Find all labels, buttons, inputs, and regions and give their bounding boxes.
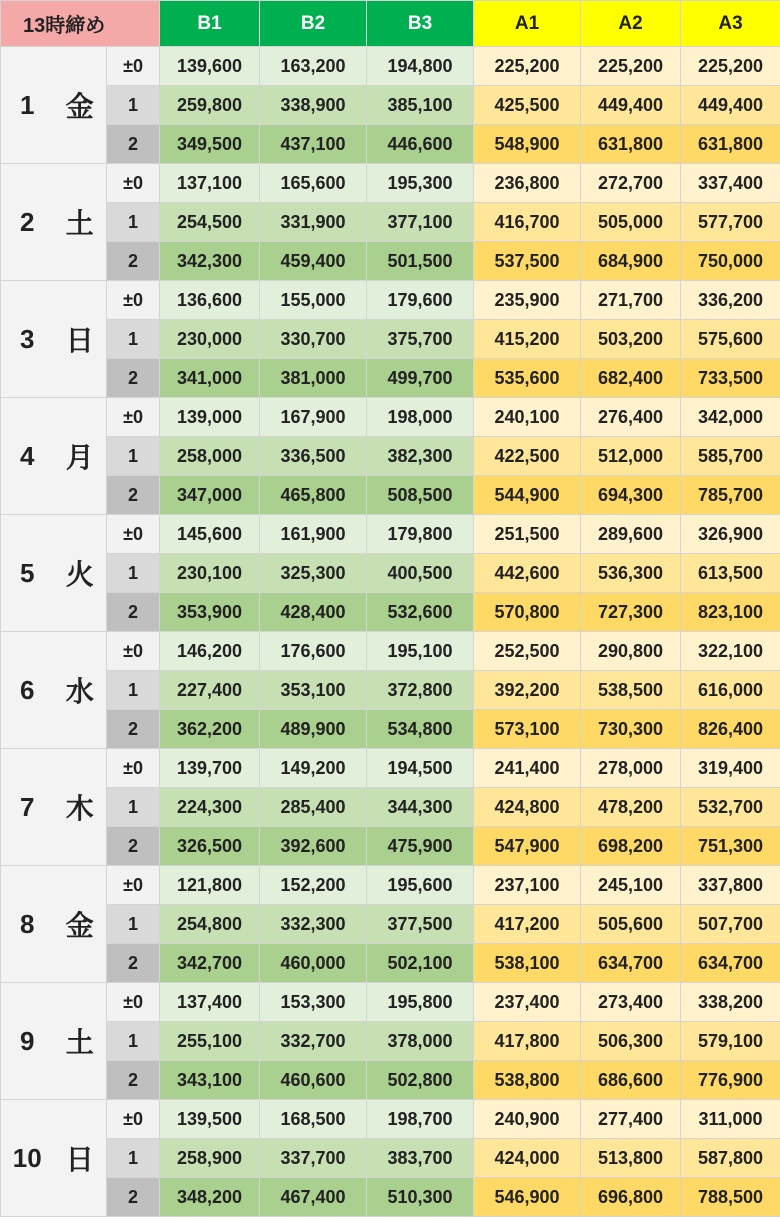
- cell-b1: 254,500: [160, 203, 260, 242]
- column-header-b1: B1: [160, 1, 260, 47]
- cell-a2: 271,700: [581, 281, 681, 320]
- cell-a1: 237,400: [474, 983, 581, 1022]
- row-label: ±0: [107, 866, 160, 905]
- cell-a1: 538,100: [474, 944, 581, 983]
- cell-a2: 682,400: [581, 359, 681, 398]
- row-label: 1: [107, 788, 160, 827]
- row-label: 2: [107, 242, 160, 281]
- cell-a2: 506,300: [581, 1022, 681, 1061]
- cell-b1: 139,500: [160, 1100, 260, 1139]
- cell-a3: 449,400: [681, 86, 780, 125]
- table-row: [1, 827, 780, 866]
- cell-a1: 417,200: [474, 905, 581, 944]
- cell-b3: 377,500: [367, 905, 474, 944]
- cell-a2: 505,600: [581, 905, 681, 944]
- cell-a3: 751,300: [681, 827, 780, 866]
- cell-a3: 311,000: [681, 1100, 780, 1139]
- table-row: [1, 710, 780, 749]
- table-row: [1, 476, 780, 515]
- cell-a3: 337,400: [681, 164, 780, 203]
- row-label: 1: [107, 905, 160, 944]
- table-row: [1, 242, 780, 281]
- cell-a2: 290,800: [581, 632, 681, 671]
- table-row: [1, 437, 780, 476]
- cell-b2: 353,100: [260, 671, 367, 710]
- cell-b3: 382,300: [367, 437, 474, 476]
- row-label: ±0: [107, 515, 160, 554]
- cell-a2: 634,700: [581, 944, 681, 983]
- cell-b2: 325,300: [260, 554, 367, 593]
- table-row: [1, 905, 780, 944]
- row-label: 2: [107, 125, 160, 164]
- cell-a3: 575,600: [681, 320, 780, 359]
- cell-b1: 362,200: [160, 710, 260, 749]
- cell-b2: 465,800: [260, 476, 367, 515]
- cell-a3: 342,000: [681, 398, 780, 437]
- cell-b2: 332,300: [260, 905, 367, 944]
- cell-b1: 224,300: [160, 788, 260, 827]
- cell-a3: 776,900: [681, 1061, 780, 1100]
- weekday-label: 月: [54, 398, 107, 515]
- cell-a2: 538,500: [581, 671, 681, 710]
- cell-b1: 254,800: [160, 905, 260, 944]
- cell-a1: 237,100: [474, 866, 581, 905]
- table-row: [1, 320, 780, 359]
- cell-a2: 503,200: [581, 320, 681, 359]
- cell-b3: 344,300: [367, 788, 474, 827]
- cell-a2: 694,300: [581, 476, 681, 515]
- table-row: [1, 554, 780, 593]
- cell-a1: 547,900: [474, 827, 581, 866]
- cell-b2: 155,000: [260, 281, 367, 320]
- cell-b3: 179,600: [367, 281, 474, 320]
- cell-a3: 577,700: [681, 203, 780, 242]
- table-row: [1, 164, 780, 203]
- cell-b2: 285,400: [260, 788, 367, 827]
- cell-b2: 489,900: [260, 710, 367, 749]
- cell-a2: 245,100: [581, 866, 681, 905]
- day-number: 4: [1, 398, 54, 515]
- cell-a3: 631,800: [681, 125, 780, 164]
- cell-b1: 353,900: [160, 593, 260, 632]
- cell-a3: 507,700: [681, 905, 780, 944]
- cell-b1: 230,100: [160, 554, 260, 593]
- cell-a3: 750,000: [681, 242, 780, 281]
- row-label: ±0: [107, 398, 160, 437]
- table-row: [1, 281, 780, 320]
- row-label: 1: [107, 554, 160, 593]
- day-number: 5: [1, 515, 54, 632]
- cell-b1: 342,700: [160, 944, 260, 983]
- cell-b3: 375,700: [367, 320, 474, 359]
- cell-a2: 225,200: [581, 47, 681, 86]
- cell-a1: 544,900: [474, 476, 581, 515]
- cell-b3: 383,700: [367, 1139, 474, 1178]
- cell-a2: 513,800: [581, 1139, 681, 1178]
- cell-b2: 337,700: [260, 1139, 367, 1178]
- cell-a3: 634,700: [681, 944, 780, 983]
- cell-b2: 460,600: [260, 1061, 367, 1100]
- cell-a2: 696,800: [581, 1178, 681, 1217]
- row-label: 2: [107, 593, 160, 632]
- cell-b3: 378,000: [367, 1022, 474, 1061]
- cell-b3: 502,100: [367, 944, 474, 983]
- cell-a1: 240,900: [474, 1100, 581, 1139]
- cell-b2: 152,200: [260, 866, 367, 905]
- cell-b1: 347,000: [160, 476, 260, 515]
- cell-a2: 449,400: [581, 86, 681, 125]
- cell-b2: 331,900: [260, 203, 367, 242]
- row-label: 2: [107, 944, 160, 983]
- cell-a2: 478,200: [581, 788, 681, 827]
- cell-b1: 137,400: [160, 983, 260, 1022]
- cell-b2: 163,200: [260, 47, 367, 86]
- cell-b1: 139,600: [160, 47, 260, 86]
- row-label: 2: [107, 827, 160, 866]
- table-row: [1, 398, 780, 437]
- cell-b3: 194,800: [367, 47, 474, 86]
- table-row: [1, 593, 780, 632]
- cell-b2: 381,000: [260, 359, 367, 398]
- cell-a3: 579,100: [681, 1022, 780, 1061]
- row-label: ±0: [107, 983, 160, 1022]
- cell-a1: 424,800: [474, 788, 581, 827]
- weekday-label: 土: [54, 983, 107, 1100]
- cell-a3: 225,200: [681, 47, 780, 86]
- cell-a1: 546,900: [474, 1178, 581, 1217]
- cell-a3: 319,400: [681, 749, 780, 788]
- cell-b1: 145,600: [160, 515, 260, 554]
- row-label: ±0: [107, 281, 160, 320]
- cell-a3: 322,100: [681, 632, 780, 671]
- weekday-label: 金: [54, 866, 107, 983]
- cell-a3: 338,200: [681, 983, 780, 1022]
- cell-a3: 585,700: [681, 437, 780, 476]
- row-label: 1: [107, 437, 160, 476]
- cell-b1: 259,800: [160, 86, 260, 125]
- weekday-label: 水: [54, 632, 107, 749]
- cell-a1: 225,200: [474, 47, 581, 86]
- table-row: [1, 86, 780, 125]
- table-row: [1, 515, 780, 554]
- cell-a2: 686,600: [581, 1061, 681, 1100]
- cell-b3: 179,800: [367, 515, 474, 554]
- day-number: 3: [1, 281, 54, 398]
- day-number: 9: [1, 983, 54, 1100]
- cell-b3: 195,300: [367, 164, 474, 203]
- row-label: 1: [107, 86, 160, 125]
- cell-a1: 422,500: [474, 437, 581, 476]
- table-row: [1, 1022, 780, 1061]
- row-label: 2: [107, 710, 160, 749]
- cell-b1: 146,200: [160, 632, 260, 671]
- table-row: [1, 749, 780, 788]
- cell-b2: 437,100: [260, 125, 367, 164]
- cell-b1: 137,100: [160, 164, 260, 203]
- cell-a1: 442,600: [474, 554, 581, 593]
- table-row: [1, 359, 780, 398]
- table-row: [1, 788, 780, 827]
- cell-a3: 788,500: [681, 1178, 780, 1217]
- column-header-b3: B3: [367, 1, 474, 47]
- cell-a1: 417,800: [474, 1022, 581, 1061]
- cell-b1: 349,500: [160, 125, 260, 164]
- day-number: 7: [1, 749, 54, 866]
- table-row: [1, 1178, 780, 1217]
- cell-a2: 277,400: [581, 1100, 681, 1139]
- table-row: [1, 632, 780, 671]
- cell-b2: 392,600: [260, 827, 367, 866]
- cell-b3: 446,600: [367, 125, 474, 164]
- column-header-a1: A1: [474, 1, 581, 47]
- cell-b1: 255,100: [160, 1022, 260, 1061]
- row-label: 1: [107, 203, 160, 242]
- cell-b3: 194,500: [367, 749, 474, 788]
- cell-a3: 733,500: [681, 359, 780, 398]
- cell-b3: 198,000: [367, 398, 474, 437]
- weekday-label: 日: [54, 1100, 107, 1217]
- cell-b2: 168,500: [260, 1100, 367, 1139]
- cell-a2: 727,300: [581, 593, 681, 632]
- cell-a3: 785,700: [681, 476, 780, 515]
- weekday-label: 日: [54, 281, 107, 398]
- cell-b1: 227,400: [160, 671, 260, 710]
- cell-a1: 392,200: [474, 671, 581, 710]
- day-number: 2: [1, 164, 54, 281]
- cell-a1: 573,100: [474, 710, 581, 749]
- cell-b2: 161,900: [260, 515, 367, 554]
- cell-a1: 570,800: [474, 593, 581, 632]
- cell-b2: 336,500: [260, 437, 367, 476]
- weekday-label: 土: [54, 164, 107, 281]
- day-number: 1: [1, 47, 54, 164]
- cell-a1: 416,700: [474, 203, 581, 242]
- cell-b2: 338,900: [260, 86, 367, 125]
- cell-b3: 501,500: [367, 242, 474, 281]
- cell-b3: 475,900: [367, 827, 474, 866]
- cell-a1: 424,000: [474, 1139, 581, 1178]
- cell-b2: 428,400: [260, 593, 367, 632]
- cell-a1: 252,500: [474, 632, 581, 671]
- cell-a1: 537,500: [474, 242, 581, 281]
- row-label: 1: [107, 671, 160, 710]
- row-label: 1: [107, 320, 160, 359]
- cell-b2: 332,700: [260, 1022, 367, 1061]
- cell-b2: 467,400: [260, 1178, 367, 1217]
- table-header: [1, 1, 780, 47]
- cell-a2: 272,700: [581, 164, 681, 203]
- cell-b3: 400,500: [367, 554, 474, 593]
- table-row: [1, 203, 780, 242]
- cell-a3: 532,700: [681, 788, 780, 827]
- cell-b2: 149,200: [260, 749, 367, 788]
- row-label: 2: [107, 1178, 160, 1217]
- cell-b2: 176,600: [260, 632, 367, 671]
- cell-a3: 616,000: [681, 671, 780, 710]
- row-label: 1: [107, 1139, 160, 1178]
- cell-a1: 538,800: [474, 1061, 581, 1100]
- column-header-a2: A2: [581, 1, 681, 47]
- weekday-label: 金: [54, 47, 107, 164]
- weekday-label: 火: [54, 515, 107, 632]
- table-body: [1, 47, 780, 1217]
- cell-b1: 326,500: [160, 827, 260, 866]
- row-label: ±0: [107, 749, 160, 788]
- cell-a2: 289,600: [581, 515, 681, 554]
- cell-a3: 336,200: [681, 281, 780, 320]
- cell-b3: 499,700: [367, 359, 474, 398]
- cell-a1: 425,500: [474, 86, 581, 125]
- row-label: 2: [107, 476, 160, 515]
- cell-a3: 326,900: [681, 515, 780, 554]
- table-row: [1, 944, 780, 983]
- cell-b1: 258,900: [160, 1139, 260, 1178]
- cell-b3: 198,700: [367, 1100, 474, 1139]
- cell-a2: 631,800: [581, 125, 681, 164]
- cell-b1: 341,000: [160, 359, 260, 398]
- table-row: [1, 983, 780, 1022]
- column-header-a3: A3: [681, 1, 780, 47]
- cell-a1: 241,400: [474, 749, 581, 788]
- cell-a2: 684,900: [581, 242, 681, 281]
- table-row: [1, 671, 780, 710]
- cell-a3: 613,500: [681, 554, 780, 593]
- cell-b3: 534,800: [367, 710, 474, 749]
- cell-b3: 195,800: [367, 983, 474, 1022]
- day-number: 8: [1, 866, 54, 983]
- table-row: [1, 47, 780, 86]
- cell-a3: 337,800: [681, 866, 780, 905]
- cell-b3: 372,800: [367, 671, 474, 710]
- row-label: ±0: [107, 632, 160, 671]
- cell-b2: 459,400: [260, 242, 367, 281]
- row-label: ±0: [107, 1100, 160, 1139]
- cell-a1: 535,600: [474, 359, 581, 398]
- cell-b2: 153,300: [260, 983, 367, 1022]
- cell-b3: 508,500: [367, 476, 474, 515]
- cell-a3: 587,800: [681, 1139, 780, 1178]
- cell-a3: 826,400: [681, 710, 780, 749]
- cell-b2: 165,600: [260, 164, 367, 203]
- cell-a2: 698,200: [581, 827, 681, 866]
- cell-a2: 278,000: [581, 749, 681, 788]
- cell-b1: 258,000: [160, 437, 260, 476]
- cell-b3: 502,800: [367, 1061, 474, 1100]
- cell-b1: 136,600: [160, 281, 260, 320]
- cell-b3: 195,600: [367, 866, 474, 905]
- row-label: 2: [107, 359, 160, 398]
- cell-b1: 121,800: [160, 866, 260, 905]
- cell-a2: 536,300: [581, 554, 681, 593]
- column-header-b2: B2: [260, 1, 367, 47]
- cell-a1: 235,900: [474, 281, 581, 320]
- cell-b1: 342,300: [160, 242, 260, 281]
- cell-a2: 276,400: [581, 398, 681, 437]
- cell-a2: 273,400: [581, 983, 681, 1022]
- table-row: [1, 1100, 780, 1139]
- row-label: ±0: [107, 47, 160, 86]
- table-row: [1, 1139, 780, 1178]
- cell-a1: 415,200: [474, 320, 581, 359]
- day-number: 10: [1, 1100, 54, 1217]
- table-row: [1, 866, 780, 905]
- cell-a2: 730,300: [581, 710, 681, 749]
- row-label: ±0: [107, 164, 160, 203]
- row-label: 2: [107, 1061, 160, 1100]
- table-row: [1, 1061, 780, 1100]
- cell-b1: 343,100: [160, 1061, 260, 1100]
- cell-b1: 139,000: [160, 398, 260, 437]
- cell-b2: 330,700: [260, 320, 367, 359]
- cell-b2: 460,000: [260, 944, 367, 983]
- corner-label: 13時締め: [1, 1, 160, 47]
- cell-a2: 505,000: [581, 203, 681, 242]
- cell-a1: 251,500: [474, 515, 581, 554]
- cell-b3: 195,100: [367, 632, 474, 671]
- cell-b1: 230,000: [160, 320, 260, 359]
- cell-b1: 139,700: [160, 749, 260, 788]
- cell-b3: 532,600: [367, 593, 474, 632]
- cell-b3: 377,100: [367, 203, 474, 242]
- cell-a2: 512,000: [581, 437, 681, 476]
- cell-b3: 385,100: [367, 86, 474, 125]
- table-row: [1, 125, 780, 164]
- cell-b3: 510,300: [367, 1178, 474, 1217]
- cell-b1: 348,200: [160, 1178, 260, 1217]
- day-number: 6: [1, 632, 54, 749]
- cell-a3: 823,100: [681, 593, 780, 632]
- cell-a1: 240,100: [474, 398, 581, 437]
- weekday-label: 木: [54, 749, 107, 866]
- cell-a1: 236,800: [474, 164, 581, 203]
- cell-b2: 167,900: [260, 398, 367, 437]
- cell-a1: 548,900: [474, 125, 581, 164]
- row-label: 1: [107, 1022, 160, 1061]
